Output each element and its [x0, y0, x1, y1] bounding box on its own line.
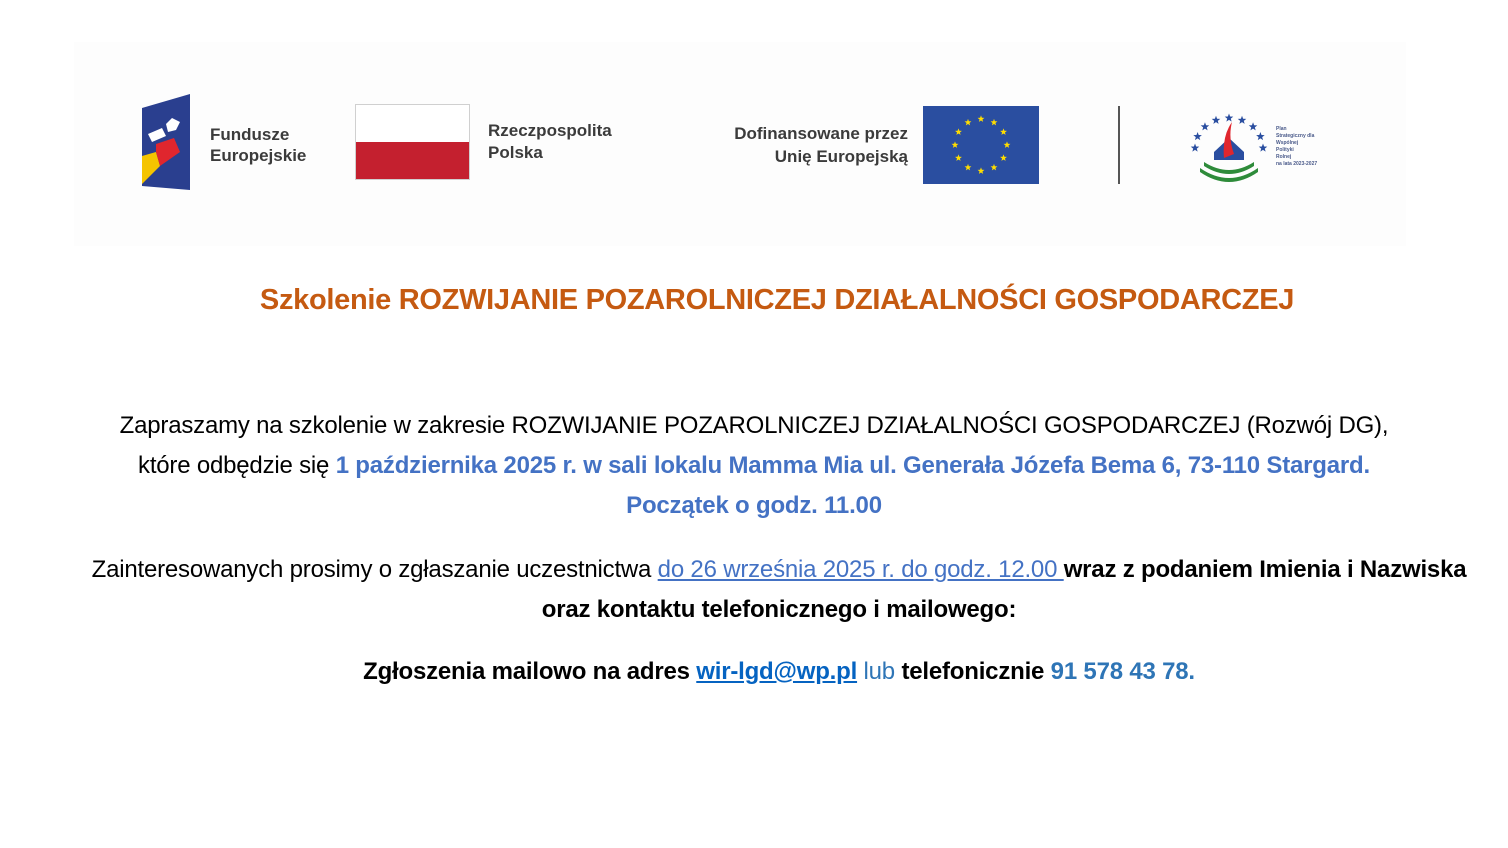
ksow-star-icon [1249, 122, 1258, 130]
ksow-line-1: Plan [1276, 126, 1287, 132]
logo-divider [1118, 106, 1120, 184]
ps-wpr-label [1276, 126, 1317, 168]
ksow-star-icon [1256, 132, 1265, 140]
email-link[interactable]: wir-lgd@wp.pl [696, 658, 858, 685]
ps-wpr-logo [1184, 106, 1274, 186]
ksow-star-icon [1225, 114, 1234, 122]
contact-or: lub [857, 658, 902, 685]
registration-paragraph [0, 550, 1508, 630]
event-date-location: 1 października 2025 r. w sali lokalu Mamma Mia ul. Generała Józefa Bema 6, 73-110 Stargard. Początek o godz. 11.00 [335, 452, 1370, 519]
invitation-text: Zapraszamy na szkolenie w zakresie ROZWIJANIE POZAROLNICZEJ DZIAŁALNOŚCI GOSPODARCZEJ (Rozwój DG), które odbędzie się [119, 412, 1389, 479]
contact-phone-label: telefonicznie [901, 658, 1051, 685]
ksow-star-icon [1201, 122, 1210, 130]
ksow-line-6: na lata 2023-2027 [1276, 161, 1318, 167]
fundusze-europejskie-logo [140, 94, 192, 190]
registration-requirements: wraz z podaniem Imienia i Nazwiska oraz kontaktu telefonicznego i mailowego: [541, 556, 1467, 623]
polish-flag-icon [355, 104, 470, 180]
rzeczpospolita-polska-label [488, 120, 612, 164]
eu-flag-icon [923, 106, 1039, 184]
eu-line-2: Unię Europejską [774, 147, 908, 166]
ksow-star-icon [1193, 132, 1202, 140]
ksow-star-icon [1191, 144, 1200, 152]
ksow-line-4: Polityki [1276, 147, 1294, 153]
ksow-line-3: Wspólnej [1276, 140, 1299, 146]
ksow-line-5: Rolnej [1276, 154, 1292, 160]
contact-text: Zgłoszenia mailowo na adres [363, 658, 697, 685]
rp-line-2: Polska [488, 143, 543, 162]
contact-paragraph [0, 652, 1508, 692]
ksow-line-2: Strategiczny dla [1276, 133, 1315, 139]
phone-number: 91 578 43 78. [1050, 658, 1195, 685]
rp-line-1: Rzeczpospolita [488, 121, 612, 140]
ksow-star-icon [1238, 116, 1247, 124]
invitation-paragraph [0, 406, 1508, 526]
fe-line-1: Fundusze [210, 125, 290, 144]
page-title: Szkolenie ROZWIJANIE POZAROLNICZEJ DZIAŁALNOŚCI GOSPODARCZEJ [259, 284, 1295, 316]
fe-line-2: Europejskie [210, 146, 307, 165]
eu-cofunding-label [684, 122, 908, 168]
fundusze-europejskie-label [210, 124, 306, 166]
registration-text: Zainteresowanych prosimy o zgłaszanie uczestnictwa [91, 556, 658, 583]
eu-line-1: Dofinansowane przez [734, 124, 908, 143]
ksow-star-icon [1212, 116, 1221, 124]
registration-deadline: do 26 września 2025 r. do godz. 12.00 [657, 556, 1064, 583]
ksow-star-icon [1259, 144, 1268, 152]
